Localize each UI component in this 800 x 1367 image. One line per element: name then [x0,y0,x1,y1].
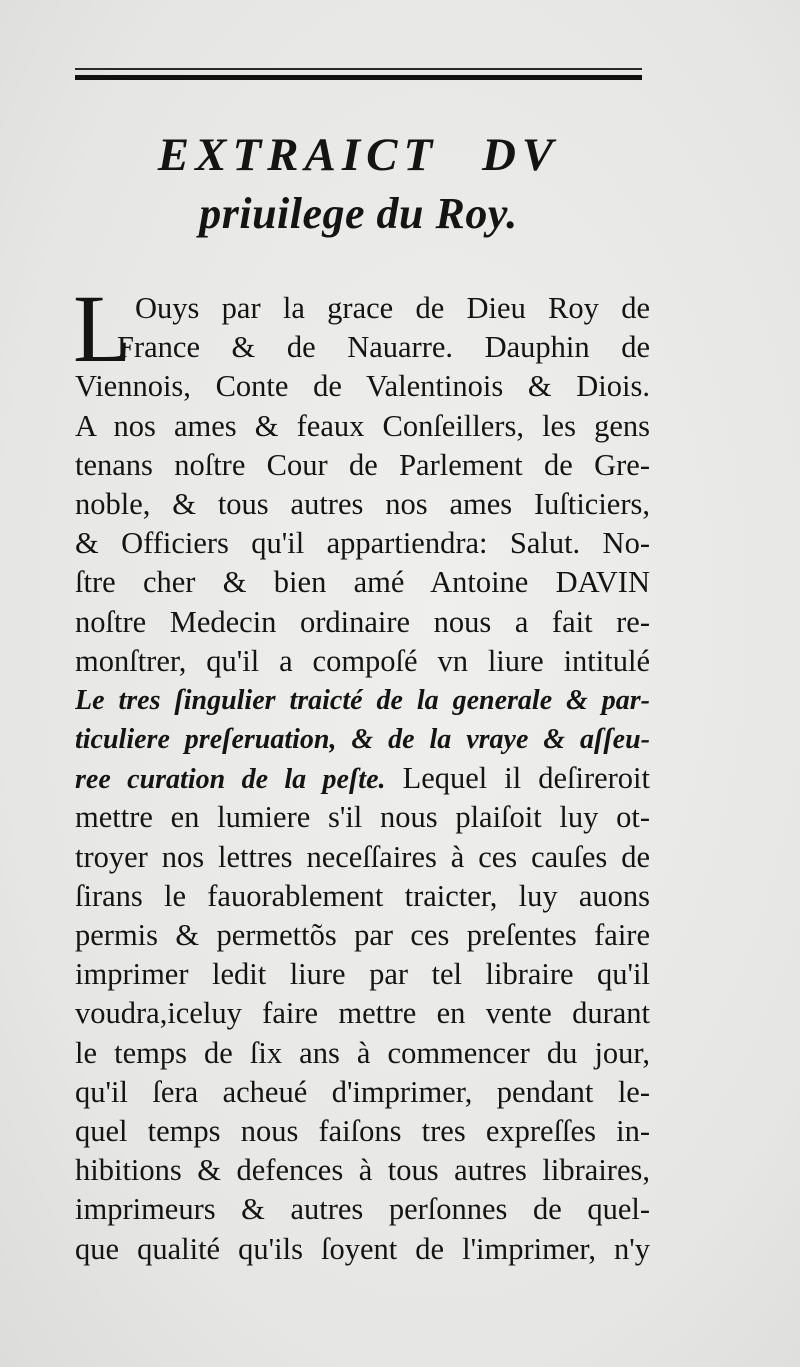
text-line: qu'il ſera acheué d'imprimer, pendant le- [75,1074,650,1109]
page-title: EXTRAICT DV [157,129,560,181]
header-rule-thick [75,75,642,80]
text-line: A nos ames & feaux Conſeillers, les gens [75,408,650,443]
text-line: Viennois, Conte de Valentinois & Diois. [75,369,650,404]
text-line: quel temps nous faiſons tres expreſſes in- [75,1113,650,1148]
text-line-italic: ticuliere preſeruation, & de la vraye & aſſeu- [75,724,650,756]
text-line: hibitions & defences à tous autres libraires, [75,1153,650,1188]
text-line: noble, & tous autres nos ames Iuſticiers, [75,486,650,521]
text-segment: Lequel il deſireroit [402,761,650,796]
text-line: ſirans le fauorablement traicter, luy auons [75,878,650,913]
text-line: noſtre Medecin ordinaire nous a fait re- [75,604,650,639]
page-subtitle: priuilege du Roy. [199,189,518,238]
text-line: que qualité qu'ils ſoyent de l'imprimer, n'y [75,1231,650,1266]
text-line-italic: Le tres ſingulier traicté de la generale & par- [75,684,650,716]
body-text [73,275,650,1269]
text-line: imprimeurs & autres perſonnes de quel- [75,1192,650,1227]
text-line: & Officiers qu'il appartiendra: Salut. No- [75,526,650,561]
header-rule [75,68,642,82]
text-line: France & de Nauarre. Dauphin de [117,330,650,365]
text-line: tenans noſtre Cour de Parlement de Gre- [75,447,650,482]
text-line: ſtre cher & bien amé Antoine DAVIN [75,565,650,600]
text-line: le temps de ſix ans à commencer du jour, [75,1035,650,1070]
text-line: troyer nos lettres neceſſaires à ces cauſes de [75,839,650,874]
text-line: monſtrer, qu'il a compoſé vn liure intitulé [75,643,650,678]
text-line-mixed [75,759,650,798]
header-rule-thin [75,68,642,70]
text-line: permis & permettõs par ces preſentes faire [75,918,650,952]
book-title-end: ree curation de la peſte. [75,764,386,796]
text-line: voudra,iceluy faire mettre en vente durant [75,996,650,1031]
text-line: mettre en lumiere s'il nous plaiſoit luy ot- [75,800,650,835]
text-line: Ouys par la grace de Dieu Roy de [135,291,650,325]
drop-cap: L [73,275,132,382]
text-line: imprimer ledit liure par tel libraire qu'il [75,957,650,992]
